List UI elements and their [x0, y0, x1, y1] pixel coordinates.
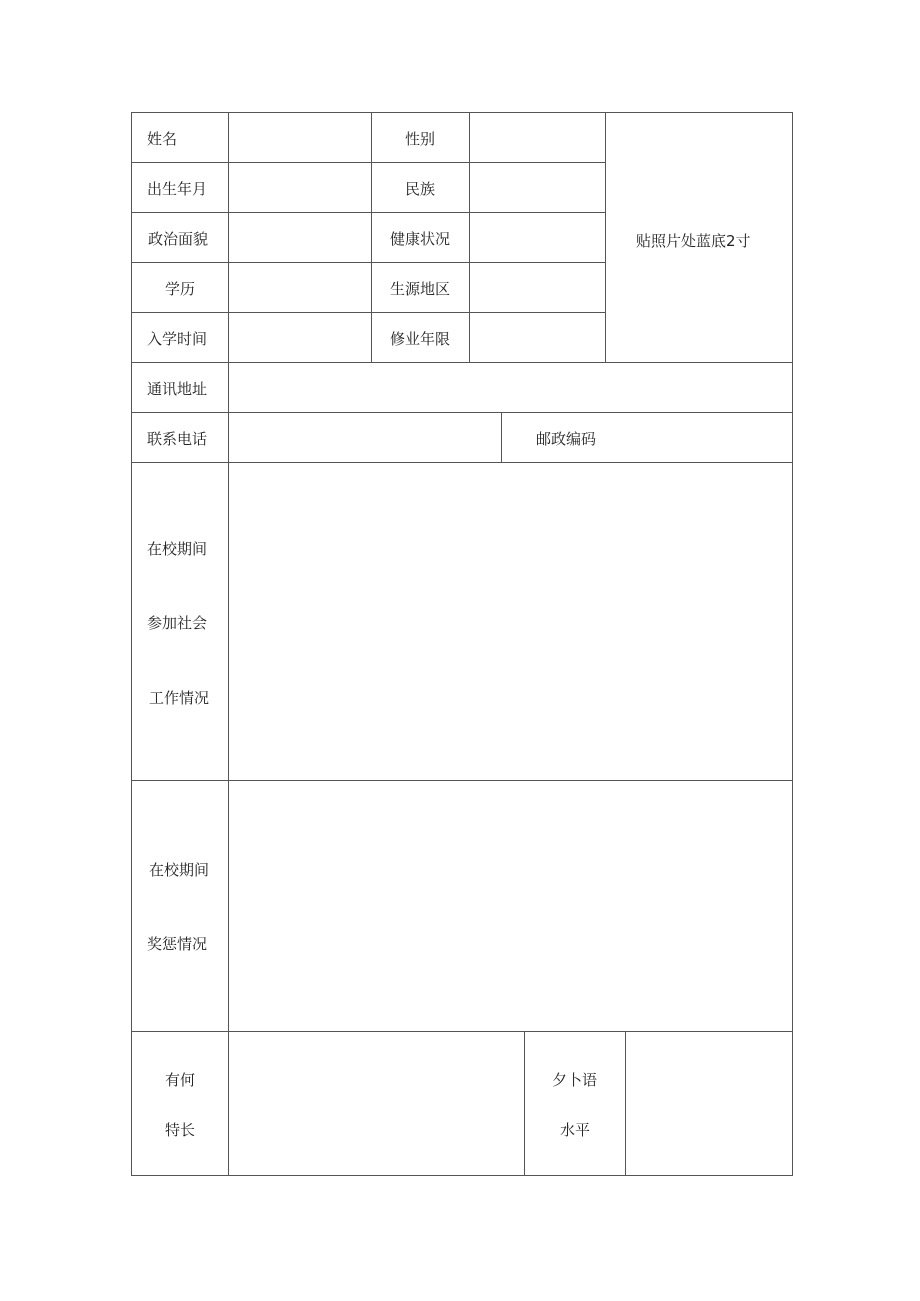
language-input[interactable]	[626, 1032, 792, 1175]
ethnicity-label: 民族	[405, 180, 436, 198]
enroll-input[interactable]	[229, 313, 371, 362]
col-divider	[524, 1031, 525, 1176]
education-label: 学历	[165, 280, 196, 298]
social-work-label-line3: 工作情况	[149, 689, 210, 707]
language-label-line1: 夕卜语	[552, 1071, 598, 1089]
ethnicity-input[interactable]	[470, 163, 605, 212]
political-label: 政治面貌	[148, 230, 209, 248]
language-label-line2: 水平	[560, 1121, 591, 1139]
political-input[interactable]	[229, 213, 371, 262]
awards-textarea[interactable]	[229, 781, 792, 1031]
name-input[interactable]	[229, 113, 371, 162]
health-input[interactable]	[470, 213, 605, 262]
birth-input[interactable]	[229, 163, 371, 212]
social-work-label-line1: 在校期间	[147, 540, 208, 558]
address-input[interactable]	[229, 363, 792, 412]
birth-label: 出生年月	[147, 180, 208, 198]
origin-label: 生源地区	[390, 280, 451, 298]
origin-input[interactable]	[470, 263, 605, 312]
social-work-textarea[interactable]	[229, 463, 792, 780]
gender-label: 性别	[405, 130, 436, 148]
awards-label-line1: 在校期间	[149, 861, 210, 879]
phone-label: 联系电话	[147, 430, 208, 448]
col-divider	[501, 412, 502, 463]
address-label: 通讯地址	[147, 380, 208, 398]
col-divider	[371, 112, 372, 363]
skills-label-line1: 有何	[165, 1071, 196, 1089]
duration-label: 修业年限	[390, 330, 451, 348]
education-input[interactable]	[229, 263, 371, 312]
name-label: 姓名	[147, 130, 178, 148]
social-work-label-line2: 参加社会	[147, 614, 208, 632]
phone-input[interactable]	[229, 413, 501, 462]
duration-input[interactable]	[470, 313, 605, 362]
skills-label-line2: 特长	[165, 1121, 196, 1139]
photo-placeholder-label: 贴照片处蓝底2寸	[636, 232, 751, 250]
awards-label-line2: 奖惩情况	[147, 935, 208, 953]
health-label: 健康状况	[390, 230, 451, 248]
skills-textarea[interactable]	[229, 1032, 524, 1175]
gender-input[interactable]	[470, 113, 605, 162]
enroll-label: 入学时间	[147, 330, 208, 348]
col-divider	[605, 112, 606, 363]
postcode-label: 邮政编码	[536, 430, 597, 448]
